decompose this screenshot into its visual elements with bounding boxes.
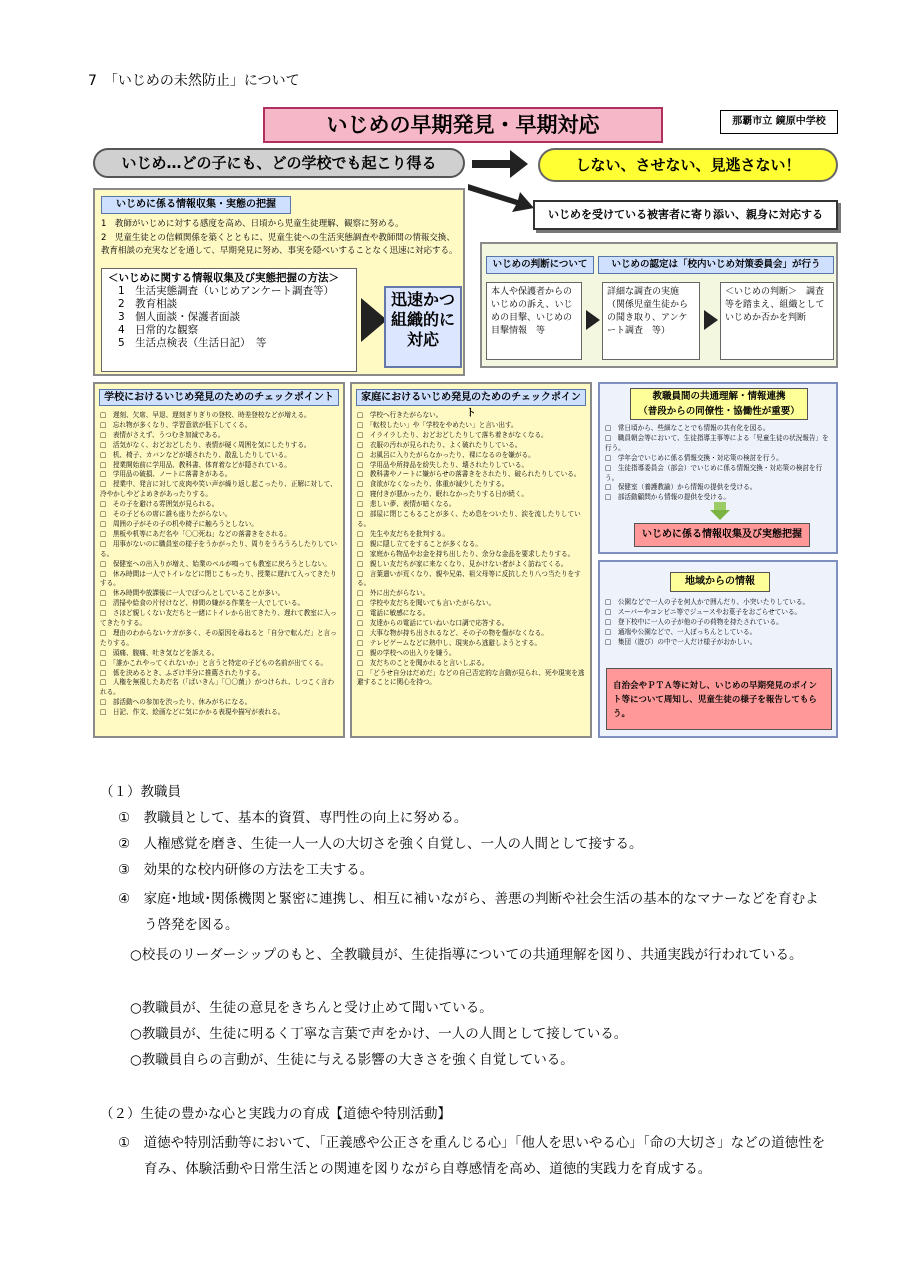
staff-title-box xyxy=(630,388,808,420)
method-item: 1 生活実態調査（いじめアンケート調査等） xyxy=(118,285,335,297)
checkpoint-item: □ 教科書やノートに嫌がらせの落書きをされたり、破られたりしている。 xyxy=(357,470,581,479)
community-item: □ 公園などで一人の子を何人かで囲んだり、小突いたりしている。 xyxy=(605,598,810,606)
staff-title: 教職員間の共通理解・情報連携 xyxy=(652,391,786,402)
checkpoint-item: □ 遅刻、欠席、早退、遅刻ぎりぎりの登校、時差登校などが増える。 xyxy=(100,411,311,419)
checkpoint-item: □ 学用品や所持品を紛失したり、壊されたりしている。 xyxy=(357,460,529,469)
staff-subtitle: （普段からの同僚性・協働性が重要） xyxy=(638,406,800,417)
checkpoint-item: □ 用事がないのに職員室の様子をうかがったり、周りをうろうろしたりしている。 xyxy=(100,539,338,558)
section-heading: 7 「いじめの未然防止」について xyxy=(88,73,300,89)
checkpoint-item: □ お風呂に入りたがらなかったり、裸になるのを嫌がる。 xyxy=(357,450,535,459)
checkpoint-item: □ 家庭から物品やお金を持ち出したり、余分な金品を要求したりする。 xyxy=(357,549,575,558)
community-note: 自治会やＰＴＡ等に対し、いじめの早期発見のポイント等について周知し、児童生徒の様子を報告してもらう。 xyxy=(606,668,832,730)
checkpoint-item: □ さほど親しくない友だちと一緒にトイレから出てきたり、遅れて教室に入ってきたりする。 xyxy=(100,609,337,628)
checkpoint-item: □ 授業中、発言に対して皮肉や笑い声が繰り返し起こったり、正解に対して、冷やかしやどよめきがあったりする。 xyxy=(100,480,337,499)
checkpoint-item: □ 保健室への出入りが増え、始業のベルが鳴っても教室に戻ろうとしない。 xyxy=(100,559,331,568)
community-title: 地域からの情報 xyxy=(670,572,770,592)
checkpoint-item: □ 「転校したい」や「学校をやめたい」と言い出す。 xyxy=(357,420,518,429)
checkpoint-item: □ 周囲の子がその子の机や椅子に触ろうとしない。 xyxy=(100,519,258,528)
checkpoint-item: □ 大事な物が持ち出されるなど、その子の物を傷がなくなる。 xyxy=(357,628,548,637)
judgement-panel xyxy=(480,242,838,368)
checkpoint-item: □ 活気がなく、おどおどしたり、表情が硬く周囲を気にしたりする。 xyxy=(100,440,311,449)
checkpoint-item: □ 「どうせ自分はだめだ」などの自己否定的な言動が見られ、死や現実を逃避することに関心を持つ。 xyxy=(357,668,585,687)
motto-pill: しない、させない、見逃さない！ xyxy=(538,148,838,182)
arrow-down-right-icon xyxy=(468,182,538,212)
rapid-response-line: 対応 xyxy=(406,330,439,349)
checkpoint-item: □ 学用品の破損、ノートに落書きがある。 xyxy=(100,470,232,479)
victim-support-box: いじめを受けている被害者に寄り添い、親身に対応する xyxy=(533,200,838,230)
community-item: □ 登下校中に一人の子が他の子の荷物を持たされている。 xyxy=(605,617,783,626)
checkpoint-item: □ 「誰かこれやってくれないか」と言うと特定の子どもの名前が出てくる。 xyxy=(100,658,328,667)
checkpoint-item: □ テレビゲームなどに熱中し、現実から逃避しようとする。 xyxy=(357,638,542,647)
checkpoint-item: □ 部屋に閉じこもることが多く、ため息をついたり、涙を流したりしている。 xyxy=(357,510,581,528)
staff-item: □ 部活動顧問から情報の提供を受ける。 xyxy=(605,493,730,502)
community-panel xyxy=(598,560,838,738)
school-checkpoint-panel xyxy=(93,382,345,738)
home-checkpoint-panel xyxy=(350,382,592,738)
home-checkpoint-title: 家庭におけるいじめ発見のためのチェックポイント xyxy=(356,389,586,406)
section1-circle: ○教職員自らの言動が、生徒に与える影響の大きさを強く自覚している。 xyxy=(130,1052,574,1068)
section1-circle: ○教職員が、生徒に明るく丁寧な言葉で声をかけ、一人の人間として接している。 xyxy=(130,1026,628,1042)
checkpoint-item: □ 黒板や机等にあだ名や「〇〇死ね」などの落書きをされる。 xyxy=(100,529,291,538)
checkpoint-item: □ 係を決めるとき、ふざけ半分に推薦されたりする。 xyxy=(100,668,265,677)
method-item: 3 個人面談・保護者面談 xyxy=(118,311,241,323)
school-checkpoint-title: 学校におけるいじめ発見のためのチェックポイント xyxy=(99,389,339,406)
info-panel-item: 教育相談の充実などを通して、早期発見に努め、事実を隠ぺいすることなく迅速に対応する。 xyxy=(101,246,458,256)
checkpoint-item: □ 理由のわからないケガが多く、その原因を尋ねると「自分で転んだ」と言ったりする。 xyxy=(100,628,337,647)
community-item: □ スーパーやコンビニ等でジュースやお菓子をおごらせている。 xyxy=(605,607,802,616)
checkpoint-item: □ 机、椅子、カバンなどが壊されたり、散乱したりしている。 xyxy=(100,450,291,459)
checkpoint-item: □ 部活動への参加を渋ったり、休みがちになる。 xyxy=(100,698,252,707)
staff-item: □ 学年会でいじめに係る情報交換・対応策の検討を行う。 xyxy=(605,453,783,462)
section2-title: （２）生徒の豊かな心と実践力の育成【道徳や特別活動】 xyxy=(100,1106,451,1122)
checkpoint-item: □ 友だちのことを聞かれると言いしぶる。 xyxy=(357,658,489,667)
checkpoint-item: □ 電話に敏感になる。 xyxy=(357,609,430,618)
info-result-box: いじめに係る情報収集及び実態把握 xyxy=(634,523,810,547)
checkpoint-item: □ 先生や友だちを批判する。 xyxy=(357,529,449,538)
checkpoint-item: □ 忘れ物が多くなり、学習意欲が低下してくる。 xyxy=(100,420,252,429)
home-checkpoint-list xyxy=(357,411,587,688)
checkpoint-item: □ 親の学校への出入りを嫌う。 xyxy=(357,648,456,657)
rapid-response-line: 組織的に xyxy=(390,310,455,329)
section1-item: ④ 家庭･地域･関係機関と緊密に連携し、相互に補いながら、善悪の判断や社会生活の基本的なマナーなどを育むよう啓発を図る。 xyxy=(118,891,819,933)
method-item: 2 教育相談 xyxy=(118,298,178,310)
checkpoint-item: □ 頭痛、腹痛、吐き気などを訴える。 xyxy=(100,648,219,657)
checkpoint-item: □ イライラしたり、おどおどしたりして落ち着きがなくなる。 xyxy=(357,430,548,439)
premise-pill: いじめ…どの子にも、どの学校でも起こり得る xyxy=(93,148,465,178)
diagram-title: いじめの早期発見・早期対応 xyxy=(263,107,663,143)
certification-tag: いじめの認定は「校内いじめ対策委員会」が行う xyxy=(598,256,834,274)
staff-item: □ 職員朝会等において、生徒指導主事等による「児童生徒の状況報告」を行う。 xyxy=(605,433,829,452)
checkpoint-item: □ 清掃や給食の片付けなど、仲間の嫌がる作業を一人でしている。 xyxy=(100,599,305,608)
method-item: 5 生活点検表（生活日記） 等 xyxy=(118,337,267,349)
checkpoint-item: □ 人権を無視したあだ名（「ばいきん」「〇〇菌」）がつけられ、しつこく言われる。 xyxy=(100,678,335,697)
method-title: ＜いじめに関する情報収集及び実態把握の方法＞ xyxy=(108,272,339,284)
checkpoint-item: □ 親しい友だちが家に来なくなり、見かけない者がよく訪ねてくる。 xyxy=(357,559,568,568)
section1-item: ① 教職員として、基本的資質、専門性の向上に努める。 xyxy=(118,810,468,826)
arrow-right-icon xyxy=(704,310,718,330)
checkpoint-item: □ その子どもの席に誰も座りたがらない。 xyxy=(100,510,232,519)
staff-item: □ 常日頃から、些細なことでも情報の共有化を図る。 xyxy=(605,424,770,432)
section1-circle: ○教職員が、生徒の意見をきちんと受け止めて聞いている。 xyxy=(130,1000,493,1016)
arrow-right-icon xyxy=(586,310,600,330)
community-item: □ 通端や公園などで、一人ぼっちんとしている。 xyxy=(605,627,757,636)
early-detection-diagram xyxy=(88,100,840,740)
staff-cooperation-panel xyxy=(598,382,838,554)
staff-item: □ 保健室（養護教諭）から情報の提供を受ける。 xyxy=(605,483,757,492)
checkpoint-item: □ 食欲がなくなったり、体重が減少したりする。 xyxy=(357,480,509,489)
info-panel-item: 1 教師がいじめに対する感度を高め、日頃から児童生徒理解、観察に努める。 xyxy=(101,219,404,229)
info-panel-item: 2 児童生徒との信頼関係を築くとともに、児童生徒への生活実態調査や教師間の情報交換、 xyxy=(101,233,455,243)
judgement-tag: いじめの判断について xyxy=(486,256,594,274)
section2-item: ① 道徳や特別活動等において、「正義感や公正さを重んじる心」「他人を思いやる心」「命の大切さ」などの道徳性を育み、体験活動や日常生活との関連を図りながら自尊感情を高め、道徳的実践力を育成する。 xyxy=(118,1135,826,1177)
judgement-step-1: 本人や保護者からのいじめの訴え、いじめの目撃、いじめの目撃情報 等 xyxy=(486,282,582,360)
checkpoint-item: □ 悲しい夢、表情が暗くなる。 xyxy=(357,500,456,509)
school-checkpoint-list xyxy=(100,411,340,718)
checkpoint-item: □ 友達からの電話にていねいな口調で応答する。 xyxy=(357,619,509,628)
community-list xyxy=(605,598,833,648)
checkpoint-item: □ 日記、作文、絵画などに気にかかる表現や描写が表れる。 xyxy=(100,708,285,717)
checkpoint-item: □ 授業開始前に学用品、教科書、体育着などが隠されている。 xyxy=(100,460,291,469)
method-box xyxy=(101,268,357,372)
checkpoint-item: □ 休み時間は一人でトイレなどに閉じこもったり、授業に遅れて入ってきたりする。 xyxy=(100,569,337,588)
checkpoint-item: □ 表情がさえず、うつむき加減である。 xyxy=(100,430,225,439)
checkpoint-item: □ 親に隠し立てをすることが多くなる。 xyxy=(357,539,482,548)
checkpoint-item: □ 衣服の汚れが見られたり、よく破れたりしている。 xyxy=(357,440,522,449)
section1-title: （１）教職員 xyxy=(100,784,181,800)
judgement-step-3: ＜いじめの判断＞ 調査等を踏まえ、組織としていじめか否かを判断 xyxy=(720,282,834,360)
checkpoint-item: □ 学校や友だちを聞いても言いたがらない。 xyxy=(357,599,496,608)
section1-item: ② 人権感覚を磨き、生徒一人一人の大切さを強く自覚し、一人の人間として接する。 xyxy=(118,836,643,852)
method-item: 4 日常的な観察 xyxy=(118,324,199,336)
checkpoint-item: □ 外に出たがらない。 xyxy=(357,589,430,598)
staff-item: □ 生徒指導委員会（部会）でいじめに係る情報交換・対応策の検討を行う。 xyxy=(605,463,823,482)
section1-item: ③ 効果的な校内研修の方法を工夫する。 xyxy=(118,862,374,878)
checkpoint-item: □ その子を避ける雰囲気が見られる。 xyxy=(100,500,219,509)
judgement-step-2: 詳細な調査の実施（関係児童生徒からの聞き取り、アンケート調査 等） xyxy=(602,282,700,360)
checkpoint-item: □ 言葉遣いが荒くなり、親や兄弟、祖父母等に反抗したり八つ当たりをする。 xyxy=(357,569,581,588)
staff-list xyxy=(605,424,833,503)
community-item: □ 集団（遊び）の中で一人だけ様子がおかしい。 xyxy=(605,637,757,646)
checkpoint-item: □ 寝付きが悪かったり、眠れなかったりする日が続く。 xyxy=(357,490,528,499)
rapid-response-line: 迅速かつ xyxy=(390,290,455,309)
info-panel-title: いじめに係る情報収集・実態の把握 xyxy=(101,196,291,214)
rapid-response-box xyxy=(384,286,462,368)
checkpoint-item: □ 休み時間や放課後に一人でぽつんとしていることが多い。 xyxy=(100,589,285,598)
school-name: 那覇市立 鏡原中学校 xyxy=(720,110,838,134)
section1-circle: ○校長のリーダーシップのもと、全教職員が、生徒指導についての共通理解を図り、共通実践が行われている。 xyxy=(130,947,803,963)
checkpoint-item: □ 学校へ行きたがらない。 xyxy=(357,411,443,419)
